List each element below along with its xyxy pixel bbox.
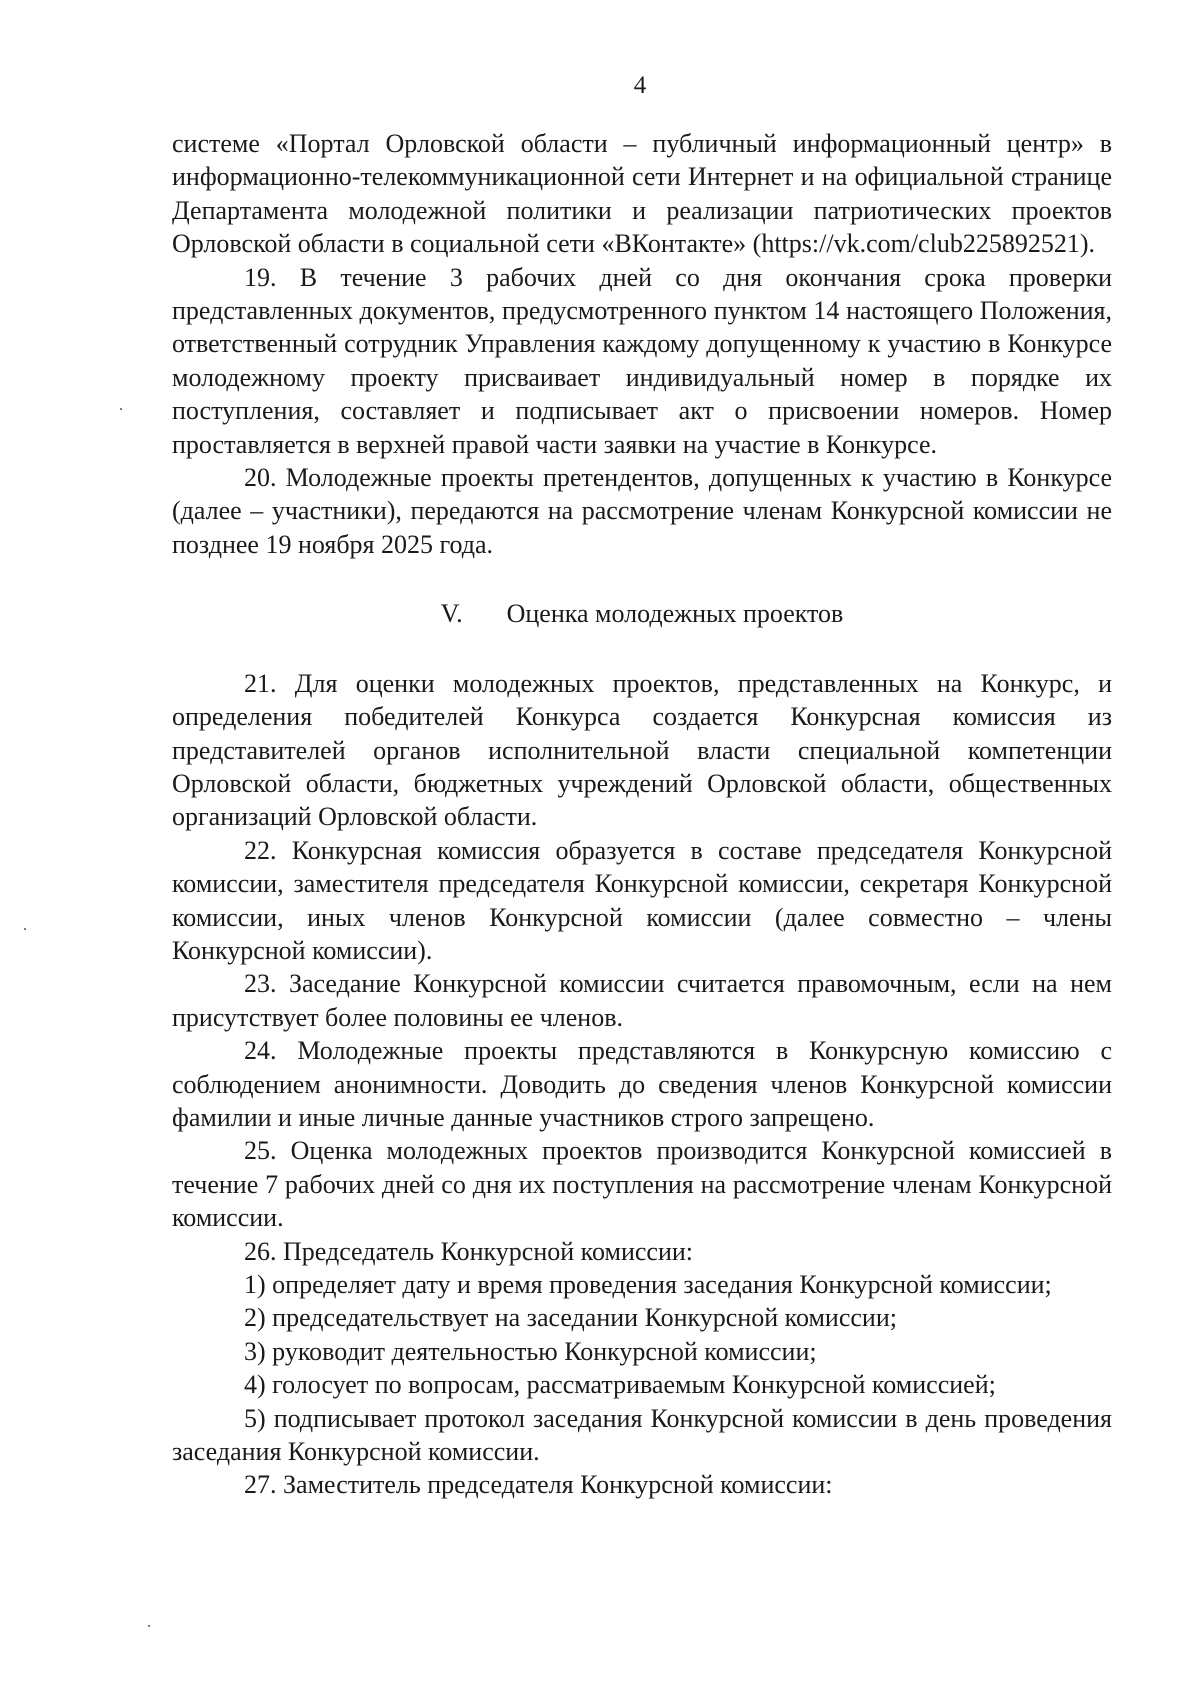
document-body xyxy=(172,127,1112,1502)
scan-speck xyxy=(148,1625,150,1627)
paragraph-25: 25. Оценка молодежных проектов производится Конкурсной комиссией в течение 7 рабочих дней со дня их поступления на рассмотрение членам Конкурсной комиссии. xyxy=(172,1136,1112,1233)
page-number: 4 xyxy=(633,72,647,99)
section-number: V. xyxy=(440,599,463,629)
paragraph-23: 23. Заседание Конкурсной комиссии считается правомочным, если на нем присутствует более половины ее членов. xyxy=(172,969,1112,1032)
paragraph-26: 26. Председатель Конкурсной комиссии: xyxy=(244,1236,693,1266)
scan-speck xyxy=(24,928,26,930)
paragraph-21: 21. Для оценки молодежных проектов, представленных на Конкурс, и определения победителей Конкурса создается Конкурсная комиссия из представителей органов исполнительной власти специальной компетенции Орловской области, бюджетных учреждений Орловской области, общественных организаций Орловской области. xyxy=(172,668,1112,832)
paragraph-24: 24. Молодежные проекты представляются в Конкурсную комиссию с соблюдением анонимности. Доводить до сведения членов Конкурсной комиссии фамилии и иные личные данные участников строго запрещено. xyxy=(172,1036,1112,1132)
scan-speck xyxy=(120,408,122,410)
section-title: Оценка молодежных проектов xyxy=(506,599,844,629)
section-heading xyxy=(172,597,1112,630)
list-item-26-3: 3) руководит деятельностью Конкурсной комиссии; xyxy=(244,1336,817,1366)
paragraph-19: 19. В течение 3 рабочих дней со дня окончания срока проверки представленных документов, предусмотренного пунктом 14 настоящего Положения, ответственный сотрудник Управления каждому допущенному к участию в Конкурсе молодежному проекту присваивает индивидуальный номер в порядке их поступления, составляет и подписывает акт о присвоении номеров. Номер проставляется в верхней правой части заявки на участие в Конкурсе. xyxy=(172,262,1112,459)
paragraph-27: 27. Заместитель председателя Конкурсной комиссии: xyxy=(244,1470,833,1500)
list-item-26-5: 5) подписывает протокол заседания Конкурсной комиссии в день проведения заседания Конкурсной комиссии. xyxy=(172,1403,1112,1467)
list-item-26-2: 2) председательствует на заседании Конкурсной комиссии; xyxy=(244,1303,897,1333)
list-item-26-4: 4) голосует по вопросам, рассматриваемым Конкурсной комиссией; xyxy=(244,1370,996,1400)
paragraph-continuation: системе «Портал Орловской области – публичный информационный центр» в информационно-телекоммуникационной сети Интернет и на официальной странице Департамента молодежной политики и реализации патриотических проектов Орловской области в социальной сети «ВКонтакте» (https://vk.com/club225892521). xyxy=(172,129,1112,259)
paragraph-20: 20. Молодежные проекты претендентов, допущенных к участию в Конкурсе (далее – участники), передаются на рассмотрение членам Конкурсной комиссии не позднее 19 ноября 2025 года. xyxy=(172,463,1112,559)
paragraph-22: 22. Конкурсная комиссия образуется в составе председателя Конкурсной комиссии, заместителя председателя Конкурсной комиссии, секретаря Конкурсной комиссии, иных членов Конкурсной комиссии (далее совместно – члены Конкурсной комиссии). xyxy=(172,835,1112,965)
list-item-26-1: 1) определяет дату и время проведения заседания Конкурсной комиссии; xyxy=(244,1270,1052,1299)
